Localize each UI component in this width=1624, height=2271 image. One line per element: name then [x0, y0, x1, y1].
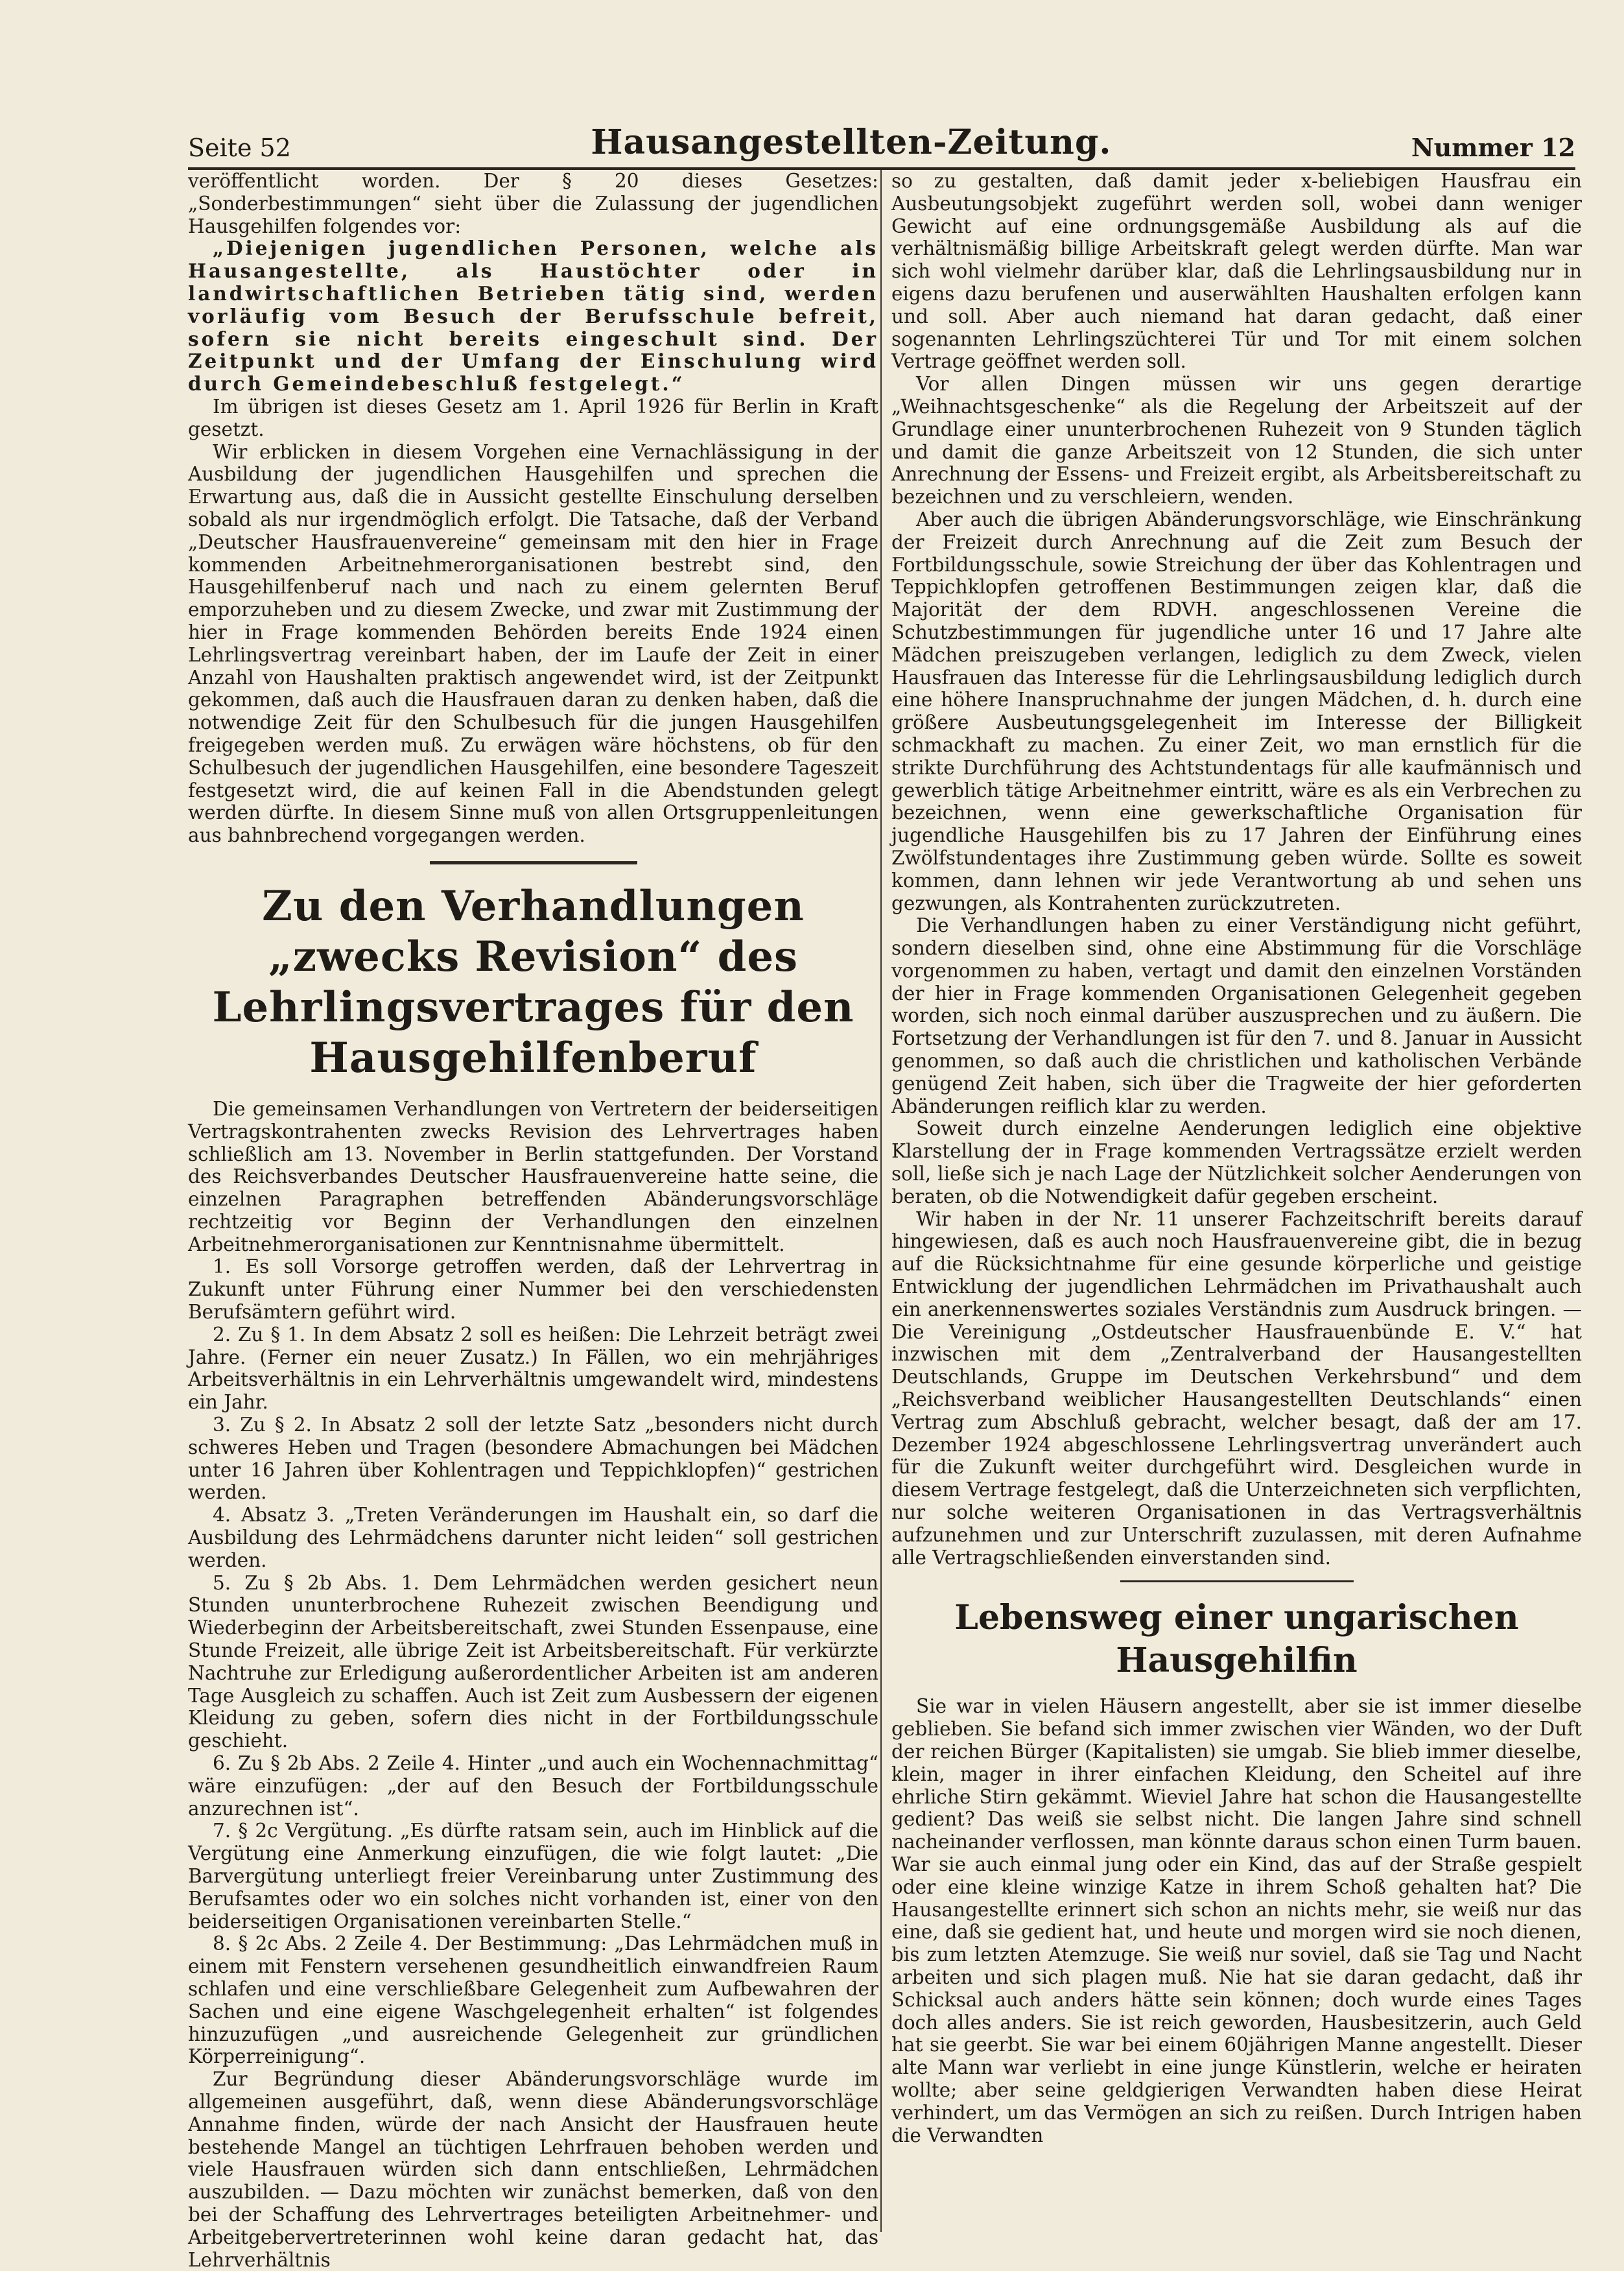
list-item: 5. Zu § 2b Abs. 1. Dem Lehrmädchen werden gesichert neun Stunden ununterbrochene Ruhezeit zwischen Beendigung und Wiederbeginn der Arbeitsbereitschaft, zwei Stunden Essenpause, eine Stunde Freizeit, alle übrige Zeit ist Arbeitsbereitschaft. Für verkürzte Nachtruhe zur Erledigung außerordentlicher Arbeiten ist am anderen Tage Ausgleich zu schaffen. Auch ist Zeit zum Ausbessern der eigenen Kleidung zu geben, sofern dies nicht in der Fortbildungsschule geschieht.: [188, 1571, 878, 1752]
article-title: Lebensweg einer ungarischen Hausgehilfin: [954, 1598, 1519, 1681]
law-quote: „Diejenigen jugendlichen Personen, welche als Hausangestellte, als Haustöchter oder in landwirtschaftlichen Betrieben tätig sind, werden vorläufig vom Besuch der Berufsschule befreit, sofern sie nicht bereits eingeschult sind. Der Zeitpunkt und der Umfang der Einschulung wird durch Gemeindebeschluß festgelegt.“: [188, 237, 878, 396]
paragraph: Wir haben in der Nr. 11 unserer Fachzeitschrift bereits darauf hingewiesen, daß es auch noch Hausfrauenvereine gibt, die in bezug auf die Rücksichtnahme für eine gesunde körperliche und geistige Entwicklung der jugendlichen Lehrmädchen im Privathaushalt auch ein anerkennenswertes soziales Verständnis zum Ausdruck bringen. — Die Vereinigung „Ostdeutscher Hausfrauenbünde E. V.“ hat inzwischen mit dem „Zentralverband der Hausangestellten Deutschlands, Gruppe im Deutschen Verkehrsbund“ und dem „Reichsverband weiblicher Hausangestellten Deutschlands“ einen Vertrag zum Abschluß gebracht, welcher besagt, daß der am 17. Dezember 1924 abgeschlossene Lehrlingsvertrag unverändert auch für die Zukunft weiter durchgeführt wird. Desgleichen wurde in diesem Vertrage festgelegt, daß die Unterzeichneten sich verpflichten, nur solche weiteren Organisationen in das Vertragsverhältnis aufzunehmen und zur Unterschrift zuzulassen, mit deren Aufnahme alle Vertragschließenden einverstanden sind.: [891, 1207, 1582, 1569]
paragraph: Die gemeinsamen Verhandlungen von Vertretern der beiderseitigen Vertragskontrahenten zwecks Revision des Lehrvertrages haben schließlich am 13. November in Berlin stattgefunden. Der Vorstand des Reichsverbandes Deutscher Hausfrauenvereine hatte seine, die einzelnen Paragraphen betreffenden Abänderungsvorschläge rechtzeitig vor Beginn der Verhandlungen den einzelnen Arbeitnehmerorganisationen zur Kenntnisnahme übermittelt.: [188, 1097, 878, 1255]
paragraph: Soweit durch einzelne Aenderungen lediglich eine objektive Klarstellung der in Frage kommenden Vertragssätze erzielt werden soll, ließe sich je nach Lage der Nützlichkeit solcher Aenderungen von beraten, ob die Notwendigkeit dafür gegeben erscheint.: [891, 1117, 1582, 1207]
list-item: 6. Zu § 2b Abs. 2 Zeile 4. Hinter „und auch ein Wochennachmittag“ wäre einzufügen: „der auf den Besuch der Fortbildungsschule anzurechnen ist“.: [188, 1752, 878, 1820]
left-column: [188, 170, 878, 2271]
column-divider: [880, 170, 882, 2232]
paragraph: Sie war in vielen Häusern angestellt, aber sie ist immer dieselbe geblieben. Sie befand sich immer zwischen vier Wänden, wo der Duft der reichen Bürger (Kapitalisten) sie umgab. Sie blieb immer dieselbe, klein, mager in ihrer einfachen Kleidung, den Scheitel auf ihre ehrliche Stirn gekämmt. Wieviel Jahre hat schon die Hausangestellte gedient? Das weiß sie selbst nicht. Die langen Jahre sind schnell nacheinander verflossen, man könnte daraus schon einen Turm bauen. War sie auch einmal jung oder ein Kind, das auf der Straße gespielt oder eine kleine winzige Katze in ihrem Schoß gehalten hat? Die Hausangestellte erinnert sich schon an nichts mehr, sie weiß nur das eine, daß sie gedient hat, und heute und morgen wird sie noch dienen, bis zum letzten Atemzuge. Sie weiß nur soviel, daß sie Tag und Nacht arbeiten und sich plagen muß. Nie hat sie daran gedacht, daß ihr Schicksal auch anders hätte sein können; doch wurde eines Tages doch alles anders. Sie ist reich geworden, Hausbesitzerin, auch Geld hat sie geerbt. Sie war bei einem 60jährigen Manne angestellt. Dieser alte Mann war verliebt in eine junge Künstlerin, welche er heiraten wollte; aber seine geldgierigen Verwandten haben diese Heirat verhindert, um das Vermögen an sich zu reißen. Durch Intrigen haben die Verwandten: [891, 1695, 1582, 2146]
paragraph: veröffentlicht worden. Der § 20 dieses Gesetzes: „Sonderbestimmungen“ sieht über die Zulassung der jugendlichen Hausgehilfen folgendes vor:: [188, 170, 878, 237]
paragraph: Vor allen Dingen müssen wir uns gegen derartige „Weihnachtsgeschenke“ als die Regelung der Arbeitszeit auf der Grundlage einer ununterbrochenen Ruhezeit von 9 Stunden täglich und damit die ganze Arbeitszeit von 12 Stunden, die sich unter Anrechnung der Essens- und Freizeit ergibt, als Arbeitsbereitschaft zu bezeichnen und zu verschleiern, wenden.: [891, 373, 1582, 508]
page-number: Seite 52: [188, 134, 291, 162]
article-title: Zu den Verhandlungen „zwecks Revision“ des Lehrlingsvertrages für den Hausgehilfenberuf: [212, 881, 854, 1082]
paragraph: Die Verhandlungen haben zu einer Verständigung nicht geführt, sondern dieselben sind, ohne eine Abstimmung für die Vorschläge vorgenommen zu haben, vertagt und damit den einzelnen Vorständen der hier in Frage kommenden Organisationen Gelegenheit gegeben worden, sich noch einmal darüber auszusprechen und zu äußern. Die Fortsetzung der Verhandlungen ist für den 7. und 8. Januar in Aussicht genommen, so daß auch die christlichen und katholischen Verbände genügend Zeit haben, sich über die Tragweite der hier geforderten Abänderungen reiflich klar zu werden.: [891, 914, 1582, 1117]
paragraph: Zur Begründung dieser Abänderungsvorschläge wurde im allgemeinen ausgeführt, daß, wenn diese Abänderungsvorschläge Annahme finden, würde der nach Ansicht der Hausfrauen heute bestehende Mangel an tüchtigen Lehrfrauen behoben werden und viele Hausfrauen würden sich dann entschließen, Lehrmädchen auszubilden. — Dazu möchten wir zunächst bemerken, daß von den bei der Schaffung des Lehrvertrages beteiligten Arbeitnehmer- und Arbeitgebervertreterinnen wohl keine daran gedacht hat, das Lehrverhältnis: [188, 2068, 878, 2271]
paragraph: Im übrigen ist dieses Gesetz am 1. April 1926 für Berlin in Kraft gesetzt.: [188, 395, 878, 440]
paragraph: Wir erblicken in diesem Vorgehen eine Vernachlässigung in der Ausbildung der jugendlichen Hausgehilfen und sprechen die Erwartung aus, daß die in Aussicht gestellte Einschulung derselben sobald als nur irgendmöglich erfolgt. Die Tatsache, daß der Verband „Deutscher Hausfrauenvereine“ gemeinsam mit den hier in Frage kommenden Arbeitnehmerorganisationen bestrebt sind, den Hausgehilfenberuf nach und nach zu einem gelernten Beruf emporzuheben und zu diesem Zwecke, und zwar mit Zustimmung der hier in Frage kommenden Behörden bereits Ende 1924 einen Lehrlingsvertrag vereinbart haben, der im Laufe der Zeit in einer Anzahl von Haushalten praktisch angewendet wird, ist der Zeitpunkt gekommen, daß auch die Hausfrauen daran zu denken haben, daß die notwendige Zeit für den Schulbesuch für die jungen Hausgehilfen freigegeben werden muß. Zu erwägen wäre höchstens, ob für den Schulbesuch der jugendlichen Hausgehilfen, eine besondere Tageszeit festgesetzt wird, die auf keinen Fall in die Abendstunden gelegt werden dürfte. In diesem Sinne muß von allen Ortsgruppenleitungen aus bahnbrechend vorgegangen werden.: [188, 440, 878, 847]
list-item: 8. § 2c Abs. 2 Zeile 4. Der Bestimmung: „Das Lehrmädchen muß in einem mit Fenstern versehenen gesundheitlich einwandfreien Raum schlafen und eine verschließbare Gelegenheit zum Aufbewahren der Sachen und eine eigene Waschgelegenheit erhalten“ ist folgendes hinzuzufügen „und ausreichende Gelegenheit zur gründlichen Körperreinigung“.: [188, 1932, 878, 2068]
page-header: [188, 117, 1575, 170]
newspaper-title: Hausangestellten-Zeitung.: [591, 123, 1112, 162]
issue-number: Nummer 12: [1411, 133, 1575, 162]
list-item: 4. Absatz 3. „Treten Veränderungen im Haushalt ein, so darf die Ausbildung des Lehrmädchens darunter nicht leiden“ soll gestrichen werden.: [188, 1504, 878, 1571]
paragraph: Aber auch die übrigen Abänderungsvorschläge, wie Einschränkung der Freizeit durch Anrechnung auf die Zeit zum Besuch der Fortbildungsschule, sowie Streichung der über das Kohlentragen und Teppichklopfen getroffenen Bestimmungen zeigen klar, daß die Majorität der dem RDVH. angeschlossenen Vereine die Schutzbestimmungen für jugendliche unter 16 und 17 Jahre alte Mädchen preiszugeben verlangen, lediglich zu dem Zweck, vielen Hausfrauen das Interesse für die Lehrlingsausbildung lediglich durch eine höhere Inanspruchnahme der jungen Mädchen, d. h. durch eine größere Ausbeutungsgelegenheit im Interesse der Billigkeit schmackhaft zu machen. Zu einer Zeit, wo man ernstlich für die strikte Durchführung des Achtstundentags für alle kaufmännisch und gewerblich tätige Arbeitnehmer eintritt, wäre es als ein Verbrechen zu bezeichnen, wenn eine gewerkschaftliche Organisation für jugendliche Hausgehilfen bis zu 17 Jahren der Einführung eines Zwölfstundentages ihre Zustimmung geben würde. Sollte es soweit kommen, dann lehnen wir jede Verantwortung ab und sehen uns gezwungen, als Kontrahenten zurückzutreten.: [891, 508, 1582, 914]
list-item: 3. Zu § 2. In Absatz 2 soll der letzte Satz „besonders nicht durch schweres Heben und Tragen (besondere Abmachungen bei Mädchen unter 16 Jahren über Kohlentragen und Teppichklopfen)“ gestrichen werden.: [188, 1414, 878, 1504]
section-separator: [1120, 1580, 1354, 1582]
paragraph: so zu gestalten, daß damit jeder x-beliebigen Hausfrau ein Ausbeutungsobjekt zugeführt werden soll, wobei dann weniger Gewicht auf eine ordnungsgemäße Ausbildung als auf die verhältnismäßig billige Arbeitskraft gelegt werden dürfte. Man war sich wohl vielmehr darüber klar, daß die Lehrlingsausbildung nur in eigens dazu berufenen und auserwählten Haushalten erfolgen kann und soll. Aber auch niemand hat daran gedacht, daß einer sogenannten Lehrlingszüchterei Tür und Tor mit einem solchen Vertrage geöffnet werden soll.: [891, 170, 1582, 373]
list-item: 2. Zu § 1. In dem Absatz 2 soll es heißen: Die Lehrzeit beträgt zwei Jahre. (Ferner ein neuer Zusatz.) In Fällen, wo ein mehrjähriges Arbeitsverhältnis in ein Lehrverhältnis umgewandelt wird, mindestens ein Jahr.: [188, 1323, 878, 1414]
right-column: [891, 170, 1582, 2146]
list-item: 7. § 2c Vergütung. „Es dürfte ratsam sein, auch im Hinblick auf die Vergütung eine Anmerkung einzufügen, die wie folgt lautet: „Die Barvergütung unterliegt freier Vereinbarung unter Zustimmung des Berufsamtes oder wo ein solches nicht vorhanden ist, einer von den beiderseitigen Organisationen vereinbarten Stelle.“: [188, 1820, 878, 1932]
section-separator: [430, 861, 637, 864]
list-item: 1. Es soll Vorsorge getroffen werden, daß der Lehrvertrag in Zukunft unter Führung einer Nummer bei den verschiedensten Berufsämtern geführt wird.: [188, 1255, 878, 1324]
